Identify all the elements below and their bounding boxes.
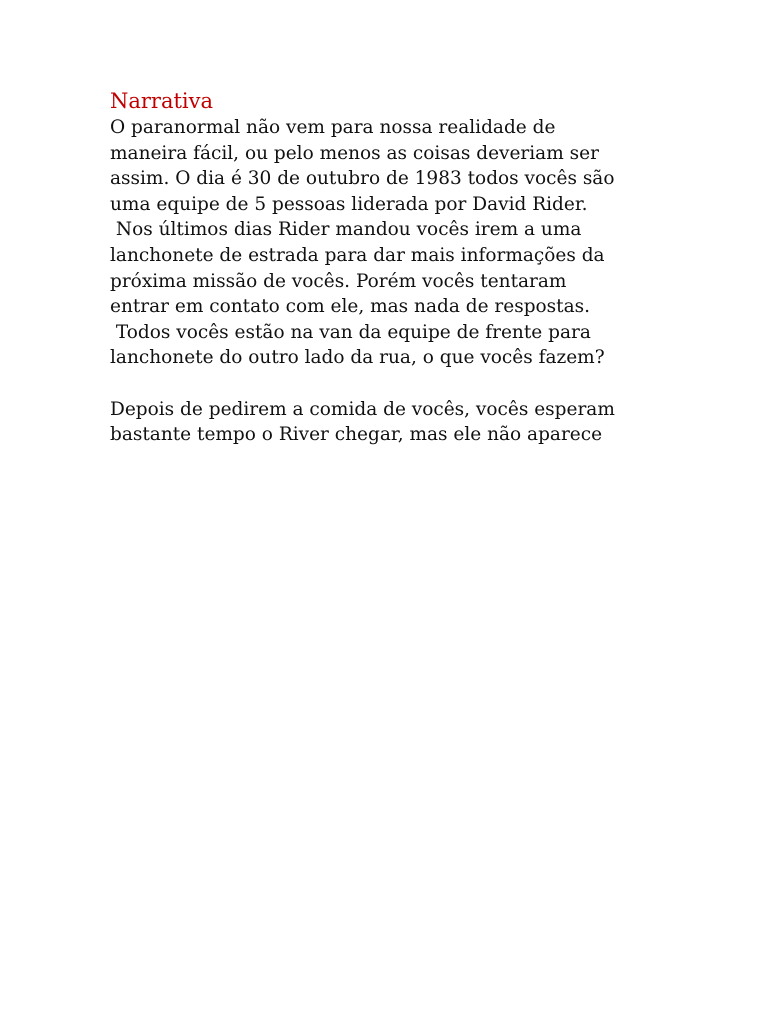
text-line: assim. O dia é 30 de outubro de 1983 todos vocês são (110, 168, 615, 190)
paragraph-1 (110, 115, 670, 371)
text-line: Todos vocês estão na van da equipe de frente para (110, 321, 591, 343)
paragraph-2 (110, 397, 670, 448)
text-line: Nos últimos dias Rider mandou vocês irem a uma (110, 219, 582, 241)
text-line: Depois de pedirem a comida de vocês, vocês esperam (110, 398, 615, 420)
text-line: lanchonete de estrada para dar mais informações da (110, 244, 605, 266)
text-line: maneira fácil, ou pelo menos as coisas deveriam ser (110, 142, 599, 164)
text-line: O paranormal não vem para nossa realidade de (110, 117, 556, 138)
text-line: lanchonete do outro lado da rua, o que vocês fazem? (110, 347, 605, 369)
text-line: uma equipe de 5 pessoas liderada por David Rider. (110, 193, 588, 215)
document-content (110, 87, 670, 448)
section-heading: Narrativa (110, 89, 214, 113)
text-line: entrar em contato com ele, mas nada de respostas. (110, 296, 591, 318)
text-line: bastante tempo o River chegar, mas ele não aparece (110, 424, 603, 446)
text-line: próxima missão de vocês. Porém vocês tentaram (110, 270, 567, 292)
